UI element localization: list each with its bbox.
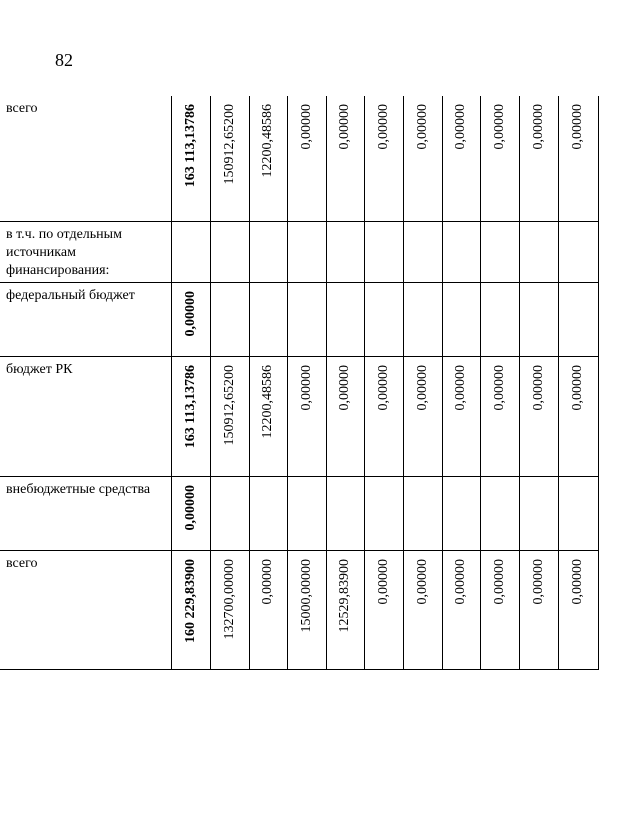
cell-value: 15000,00000 [298, 558, 314, 632]
table-row [0, 550, 598, 669]
value-cell [287, 476, 326, 550]
value-cell [210, 550, 249, 669]
row-label: всего [0, 96, 171, 221]
cell-value: 0,00000 [414, 558, 430, 604]
cell-value: 0,00000 [491, 558, 507, 604]
value-cell [403, 356, 442, 476]
cell-value: 0,00000 [570, 364, 585, 410]
value-cell [403, 476, 442, 550]
total-cell [171, 356, 210, 476]
table-row [0, 221, 598, 282]
value-cell [480, 476, 519, 550]
cell-value: 0,00000 [570, 104, 585, 150]
value-cell [210, 282, 249, 356]
cell-value: 12529,83900 [337, 558, 352, 632]
value-cell [326, 476, 364, 550]
cell-value: 0,00000 [414, 364, 430, 410]
cell-value: 0,00000 [453, 364, 468, 410]
cell-value: 150912,65200 [221, 364, 237, 445]
value-cell [519, 221, 558, 282]
total-value: 0,00000 [182, 484, 198, 530]
value-cell [326, 356, 364, 476]
table-row [0, 356, 598, 476]
cell-value: 0,00000 [570, 558, 585, 604]
value-cell [519, 550, 558, 669]
row-label: в т.ч. по отдельным источникам финансирования: [0, 221, 171, 282]
value-cell [364, 476, 403, 550]
value-cell [249, 282, 287, 356]
value-cell [403, 282, 442, 356]
cell-value: 0,00000 [530, 104, 546, 150]
value-cell [287, 282, 326, 356]
cell-value: 0,00000 [414, 104, 430, 150]
value-cell [249, 476, 287, 550]
cell-value: 0,00000 [337, 104, 352, 150]
value-cell [326, 282, 364, 356]
cell-value: 0,00000 [530, 364, 546, 410]
total-cell [171, 96, 210, 221]
value-cell [519, 476, 558, 550]
value-cell [210, 221, 249, 282]
value-cell [287, 550, 326, 669]
value-cell [287, 96, 326, 221]
value-cell [480, 282, 519, 356]
value-cell [287, 221, 326, 282]
table-row [0, 282, 598, 356]
total-cell [171, 282, 210, 356]
cell-value: 0,00000 [453, 104, 468, 150]
value-cell [249, 550, 287, 669]
value-cell [519, 282, 558, 356]
value-cell [364, 221, 403, 282]
value-cell [403, 96, 442, 221]
row-label: внебюджетные средства [0, 476, 171, 550]
value-cell [442, 550, 480, 669]
table-row [0, 96, 598, 221]
value-cell [210, 356, 249, 476]
value-cell [249, 356, 287, 476]
cell-value: 12200,48586 [260, 104, 275, 178]
total-value: 163 113,13786 [182, 364, 198, 448]
value-cell [364, 282, 403, 356]
value-cell [249, 221, 287, 282]
value-cell [442, 356, 480, 476]
row-label: федеральный бюджет [0, 282, 171, 356]
value-cell [480, 356, 519, 476]
value-cell [249, 96, 287, 221]
row-label: всего [0, 550, 171, 669]
cell-value: 0,00000 [491, 364, 507, 410]
total-value: 160 229,83900 [182, 558, 198, 643]
value-cell [480, 221, 519, 282]
cell-value: 150912,65200 [221, 104, 237, 185]
value-cell [558, 96, 598, 221]
value-cell [326, 221, 364, 282]
cell-value: 0,00000 [260, 558, 275, 604]
total-cell [171, 476, 210, 550]
cell-value: 0,00000 [298, 104, 314, 150]
funding-table [0, 96, 599, 670]
cell-value: 0,00000 [453, 558, 468, 604]
cell-value: 0,00000 [375, 364, 391, 410]
cell-value: 0,00000 [375, 104, 391, 150]
total-value: 0,00000 [182, 290, 198, 336]
value-cell [558, 476, 598, 550]
value-cell [442, 221, 480, 282]
row-label: бюджет РК [0, 356, 171, 476]
total-cell [171, 550, 210, 669]
value-cell [364, 356, 403, 476]
value-cell [326, 550, 364, 669]
value-cell [403, 221, 442, 282]
value-cell [519, 356, 558, 476]
cell-value: 0,00000 [337, 364, 352, 410]
cell-value: 12200,48586 [260, 364, 275, 438]
value-cell [480, 550, 519, 669]
value-cell [442, 96, 480, 221]
total-cell [171, 221, 210, 282]
total-value: 163 113,13786 [182, 104, 198, 188]
value-cell [558, 282, 598, 356]
value-cell [210, 96, 249, 221]
cell-value: 132700,00000 [221, 558, 237, 639]
value-cell [364, 96, 403, 221]
value-cell [364, 550, 403, 669]
value-cell [519, 96, 558, 221]
value-cell [442, 282, 480, 356]
value-cell [558, 221, 598, 282]
value-cell [480, 96, 519, 221]
cell-value: 0,00000 [491, 104, 507, 150]
table-row [0, 476, 598, 550]
value-cell [442, 476, 480, 550]
cell-value: 0,00000 [530, 558, 546, 604]
value-cell [403, 550, 442, 669]
value-cell [558, 356, 598, 476]
value-cell [287, 356, 326, 476]
value-cell [210, 476, 249, 550]
value-cell [326, 96, 364, 221]
value-cell [558, 550, 598, 669]
cell-value: 0,00000 [298, 364, 314, 410]
cell-value: 0,00000 [375, 558, 391, 604]
page-number: 82 [55, 50, 73, 70]
